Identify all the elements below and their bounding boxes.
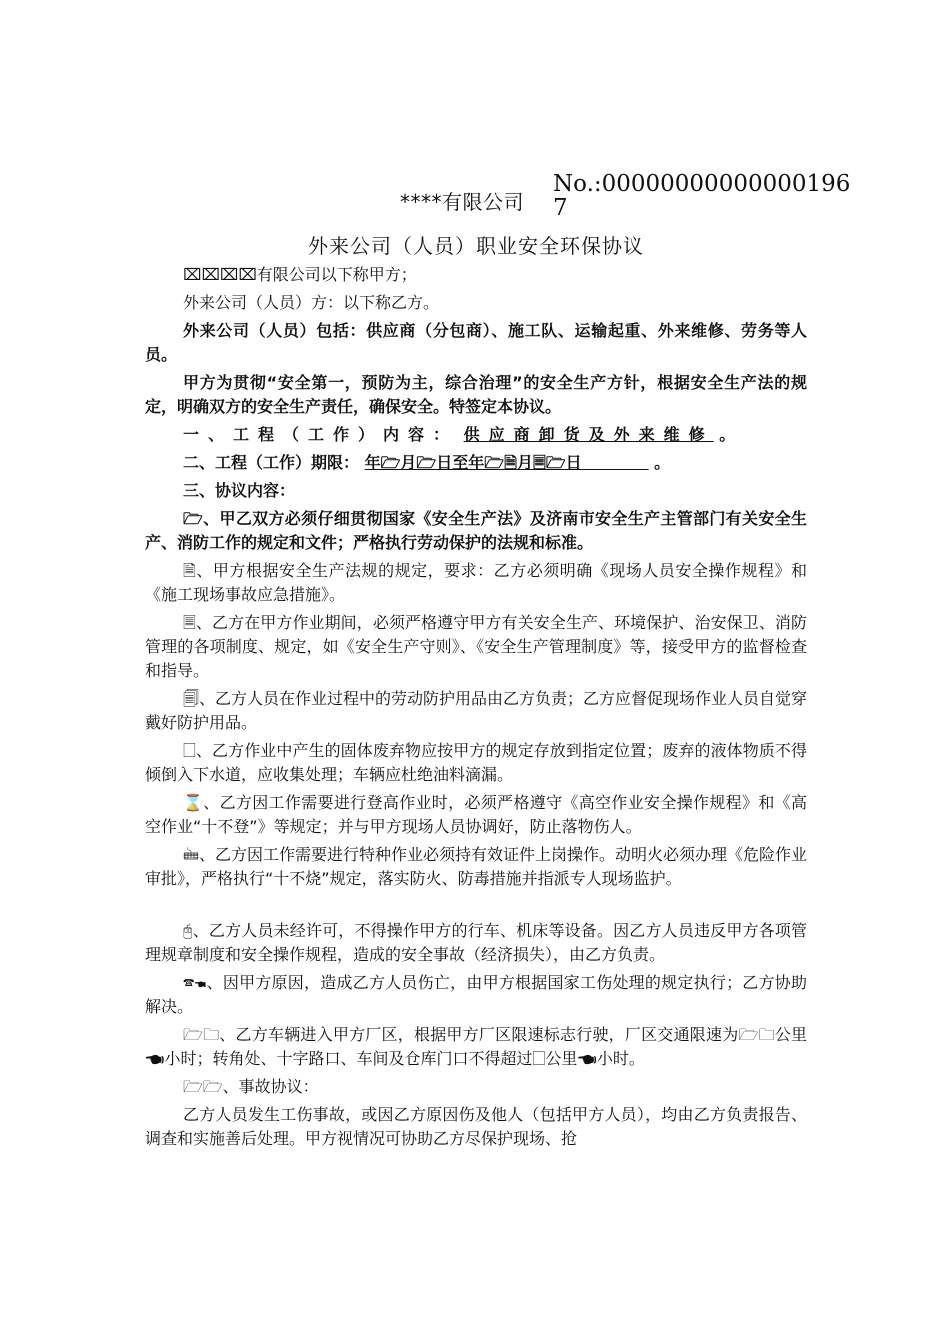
party-b-line: 外来公司（人员）方：以下称乙方。 [183,293,440,312]
work-period-label: 二、工程（工作）期限： [183,453,360,472]
document-page [145,170,851,1155]
clause-10: 🗁🗀、乙方车辆进入甲方厂区，根据甲方厂区限速标志行驶，厂区交通限速为🗁🗀公里🖜小时；转角处、十字路口、车间及仓库门口不得超过🗌公里🖜小时。 [145,1025,807,1068]
work-period-line [145,451,807,475]
clause-6: ⌛、乙方因工作需要进行登高作业时，必须严格遵守《高空作业安全操作规程》和《高空作业“十不登”》等规定；并与甲方现场人员协调好，防止落物伤人。 [145,793,807,836]
clause-8: 🖰、乙方人员未经许可，不得操作甲方的行车、机床等设备。因乙方人员违反甲方各项管理规章制度和安全操作规程，造成的安全事故（经济损失），由乙方负责。 [145,921,807,964]
agreement-content-heading: 三、协议内容： [183,481,296,500]
blank-line [145,895,807,919]
work-period-end: 。 [654,453,671,472]
clause-11-heading: 🗁🗁、事故协议： [183,1077,319,1096]
company-name: ****有限公司 [400,190,524,214]
work-period-value: 年🗁月🗁日至年🗁🗎月🗏🗁日 [364,453,582,472]
clause-7: 🖮、乙方因工作需要进行特种作业必须持有效证件上岗操作。动明火必须办理《危险作业审批》，严格执行“十不烧”规定，落实防火、防毒措施并指派专人现场监护。 [145,845,808,888]
document-number: No.:000000000000001967 [553,171,851,221]
clause-1: 🗁、甲乙双方必须仔细贯彻国家《安全生产法》及济南市安全生产主管部门有关安全生产、消防工作的规定和文件；严格执行劳动保护的法规和标准。 [145,509,807,552]
purpose-paragraph: 甲方为贯彻“安全第一，预防为主，综合治理”的安全生产方针，根据安全生产法的规定，明确双方的安全生产责任，确保安全。特签定本协议。 [145,373,807,416]
work-content-value: 供应商卸货及外来维修 [463,425,714,444]
clause-2: 🗎、甲方根据安全生产法规的规定，要求：乙方必须明确《现场人员安全操作规程》和《施工现场事故应急措施》。 [145,561,807,604]
scope-paragraph: 外来公司（人员）包括：供应商（分包商）、施工队、运输起重、外来维修、劳务等人员。 [145,321,807,364]
accident-paragraph: 乙方人员发生工伤事故，或因乙方原因伤及他人（包括甲方人员），均由乙方负责报告、调查和实施善后处理。甲方视情况可协助乙方尽保护现场、抢 [145,1105,807,1148]
clause-5: 🗌、乙方作业中产生的固体废弃物应按甲方的规定存放到指定位置；废弃的液体物质不得倾倒入下水道，应收集处理；车辆应杜绝油料滴漏。 [145,741,807,784]
party-a-line: ⌧⌧⌧⌧有限公司以下称甲方； [183,265,417,284]
clause-9: 🕿🖜、因甲方原因，造成乙方人员伤亡，由甲方根据国家工伤处理的规定执行；乙方协助解决。 [145,973,807,1016]
work-content-label: 一、工程（工作）内容： [183,425,459,444]
document-header [145,170,851,228]
document-title: 外来公司（人员）职业安全环保协议 [308,234,644,258]
work-content-end: 。 [719,425,736,444]
clause-4: 🗐、乙方人员在作业过程中的劳动防护用品由乙方负责；乙方应督促现场作业人员自觉穿戴好防护用品。 [145,689,807,732]
work-content-line [145,423,807,447]
clause-3: 🗏、乙方在甲方作业期间，必须严格遵守甲方有关安全生产、环境保护、治安保卫、消防管理的各项制度、规定，如《安全生产守则》、《安全生产管理制度》等，接受甲方的监督检查和指导。 [145,613,807,680]
